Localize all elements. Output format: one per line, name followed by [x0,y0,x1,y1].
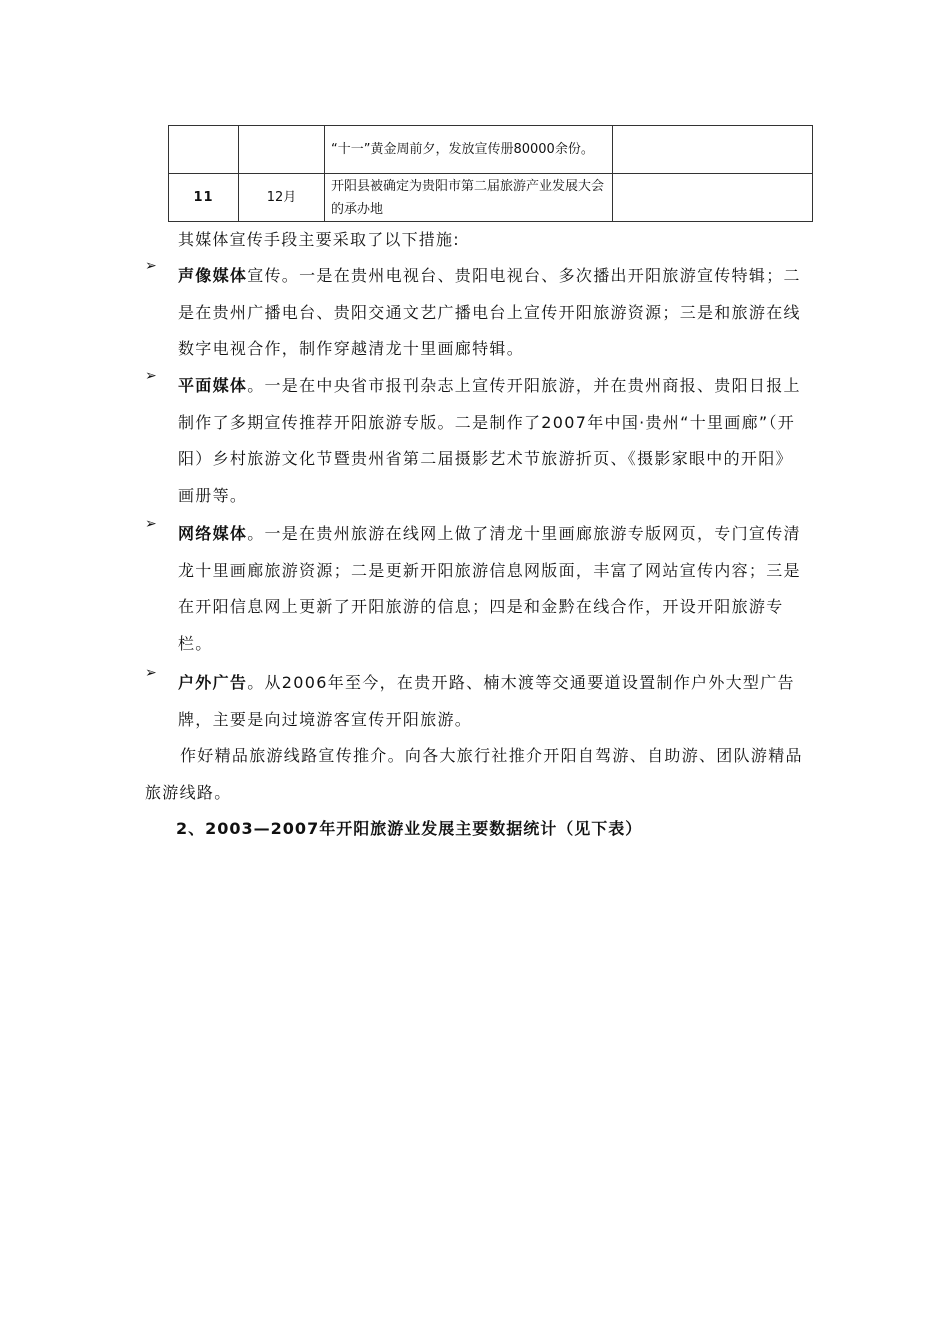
bullet-body: 。一是在贵州旅游在线网上做了清龙十里画廊旅游专版网页，专门宣传清龙十里画廊旅游资源；二是更新开阳旅游信息网版面，丰富了网站宣传内容；三是在开阳信息网上更新了开阳旅游的信息；四是和金黔在线合作，开设开阳旅游专栏。 [178,524,801,653]
bullet-body: 。从2006年至今，在贵开路、楠木渡等交通要道设置制作户外大型广告牌，主要是向过境游客宣传开阳旅游。 [178,673,795,729]
table-row [169,126,813,174]
row-number: 11 [169,174,239,222]
events-table [168,125,813,222]
arrow-bullet-icon: ➢ [145,516,157,532]
bullet-body: 宣传。一是在贵州电视台、贵阳电视台、多次播出开阳旅游宣传特辑；二是在贵州广播电台、贵阳交通文艺广播电台上宣传开阳旅游资源；三是和旅游在线数字电视合作，制作穿越清龙十里画廊特辑。 [178,266,801,358]
row-number [169,126,239,174]
row-description: “十一”黄金周前夕，发放宣传册80000余份。 [325,126,613,174]
row-month [239,126,325,174]
bullet-title: 网络媒体 [178,524,248,543]
bullet-title: 声像媒体 [178,266,248,285]
arrow-bullet-icon: ➢ [145,258,157,274]
row-description: 开阳县被确定为贵阳市第二届旅游产业发展大会的承办地 [325,174,613,222]
bullet-title: 平面媒体 [178,376,248,395]
bullet-body: 。一是在中央省市报刊杂志上宣传开阳旅游，并在贵州商报、贵阳日报上制作了多期宣传推荐开阳旅游专版。二是制作了2007年中国·贵州“十里画廊”（开阳）乡村旅游文化节暨贵州省第二届摄影艺术节旅游折页、《摄影家眼中的开阳》画册等。 [178,376,801,505]
bullet-title: 户外广告 [178,673,248,692]
table-row [169,174,813,222]
row-month: 12月 [239,174,325,222]
bullet-item [145,516,810,662]
bullet-item [145,665,810,738]
section-heading: 2、2003—2007年开阳旅游业发展主要数据统计（见下表） [176,819,643,838]
closing-paragraph: 作好精品旅游线路宣传推介。向各大旅行社推介开阳自驾游、自助游、团队游精品旅游线路。 [145,746,803,802]
row-note [613,174,813,222]
intro-paragraph: 其媒体宣传手段主要采取了以下措施: [178,230,460,249]
arrow-bullet-icon: ➢ [145,665,157,681]
bullet-item [145,258,810,368]
bullet-item [145,368,810,514]
arrow-bullet-icon: ➢ [145,368,157,384]
row-note [613,126,813,174]
